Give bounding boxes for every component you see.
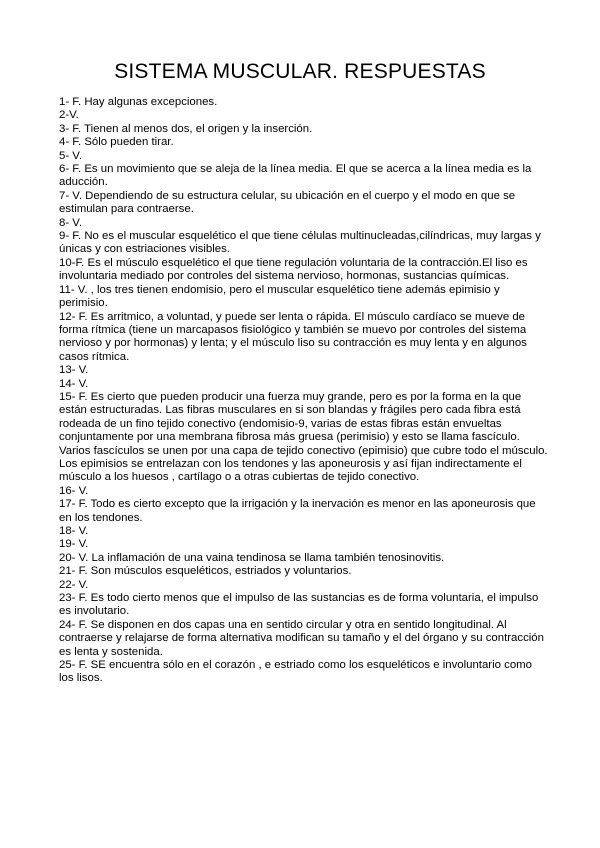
answer-item-9: 9- F. No es el muscular esquelético el que tiene células multinucleadas,cilíndricas, muy largas y únicas y con estriaciones visibles. — [59, 230, 541, 256]
answer-item-8: 8- V. — [59, 216, 83, 229]
answer-item-3: 3- F. Tienen al menos dos, el origen y la inserción. — [59, 122, 313, 135]
answer-item-21: 21- F. Son músculos esqueléticos, estriados y voluntarios. — [59, 565, 352, 578]
answer-item-6: 6- F. Es un movimiento que se aleja de la línea media. El que se acerca a la línea media es la aducción. — [59, 163, 532, 189]
answer-item-11: 11- V. , los tres tienen endomisio, pero el muscular esquelético tiene además epimisio y perimisio. — [59, 283, 500, 310]
page-title: SISTEMA MUSCULAR. RESPUESTAS — [114, 60, 486, 83]
answer-item-4: 4- F. Sólo pueden tirar. — [59, 136, 174, 149]
answer-item-15: 15- F. Es cierto que pueden producir una fuerza muy grande, pero es por la forma en la que están estructuradas. Las fibras musculares en si son blandas y frágiles pero cada fibra está rodeada de un fino tejido conectivo (endomisio-9, varias de estas fibras están envueltas conjuntamente por una membrana fibrosa más gruesa (perimisio) y esto se llama fascículo. Varios fascículos se unen por una capa de tejido conectivo (epimisio) que cubre todo el músculo. Los epimisios se entrelazan con los tendones y las aponeurosis y así fijan indirectamente el músculo a los huesos , cartílago o a otras cubiertas de tejido conectivo. — [59, 390, 548, 484]
answer-item-19: 19- V. — [59, 538, 89, 551]
answer-item-22: 22- V. — [59, 578, 89, 591]
answer-item-12: 12- F. Es arritmico, a voluntad, y puede ser lenta o rápida. El músculo cardíaco se mueve de forma rítmica (tiene un marcapasos fisiológico y también se muevo por controles del sistema nervioso y por hormonas) y lenta; y el músculo liso su contracción es muy lenta y en algunos casos rítmica. — [59, 310, 527, 363]
answers-list — [59, 96, 549, 686]
answer-item-23: 23- F. Es todo cierto menos que el impulso de las sustancias es de forma voluntaria, el impulso es involutario. — [59, 592, 539, 618]
answer-item-10: 10-F. Es el músculo esquelético el que tiene regulación voluntaria de la contracción.El liso es involuntaria mediado por controles del sistema nervioso, hormonas, sustancias químicas. — [59, 256, 528, 283]
answer-item-18: 18- V. — [59, 525, 89, 537]
answer-item-20: 20- V. La inflamación de una vaina tendinosa se llama también tenosinovitis. — [59, 551, 445, 564]
answer-item-14: 14- V. — [59, 377, 89, 390]
answer-item-5: 5- V. — [59, 149, 83, 162]
answer-item-17: 17- F. Todo es cierto excepto que la irrigación y la inervación es menor en las aponeurosis que en los tendones. — [59, 498, 536, 524]
answer-item-2: 2-V. — [59, 109, 79, 122]
answer-item-24: 24- F. Se disponen en dos capas una en sentido circular y otra en sentido longitudinal. Al contraerse y relajarse de forma alternativa modifican su tamaño y el del órgano y su contracción es lenta y sostenida. — [59, 618, 544, 658]
answer-item-7: 7- V. Dependiendo de su estructura celular, su ubicación en el cuerpo y el modo en que se estimulan para contraerse. — [59, 189, 516, 216]
answer-item-1: 1- F. Hay algunas excepciones. — [59, 96, 218, 108]
answer-item-16: 16- V. — [59, 484, 89, 497]
answer-item-13: 13- V. — [59, 364, 89, 377]
answer-item-25: 25- F. SE encuentra sólo en el corazón , e estriado como los esqueléticos e involuntario como los lisos. — [59, 659, 532, 685]
